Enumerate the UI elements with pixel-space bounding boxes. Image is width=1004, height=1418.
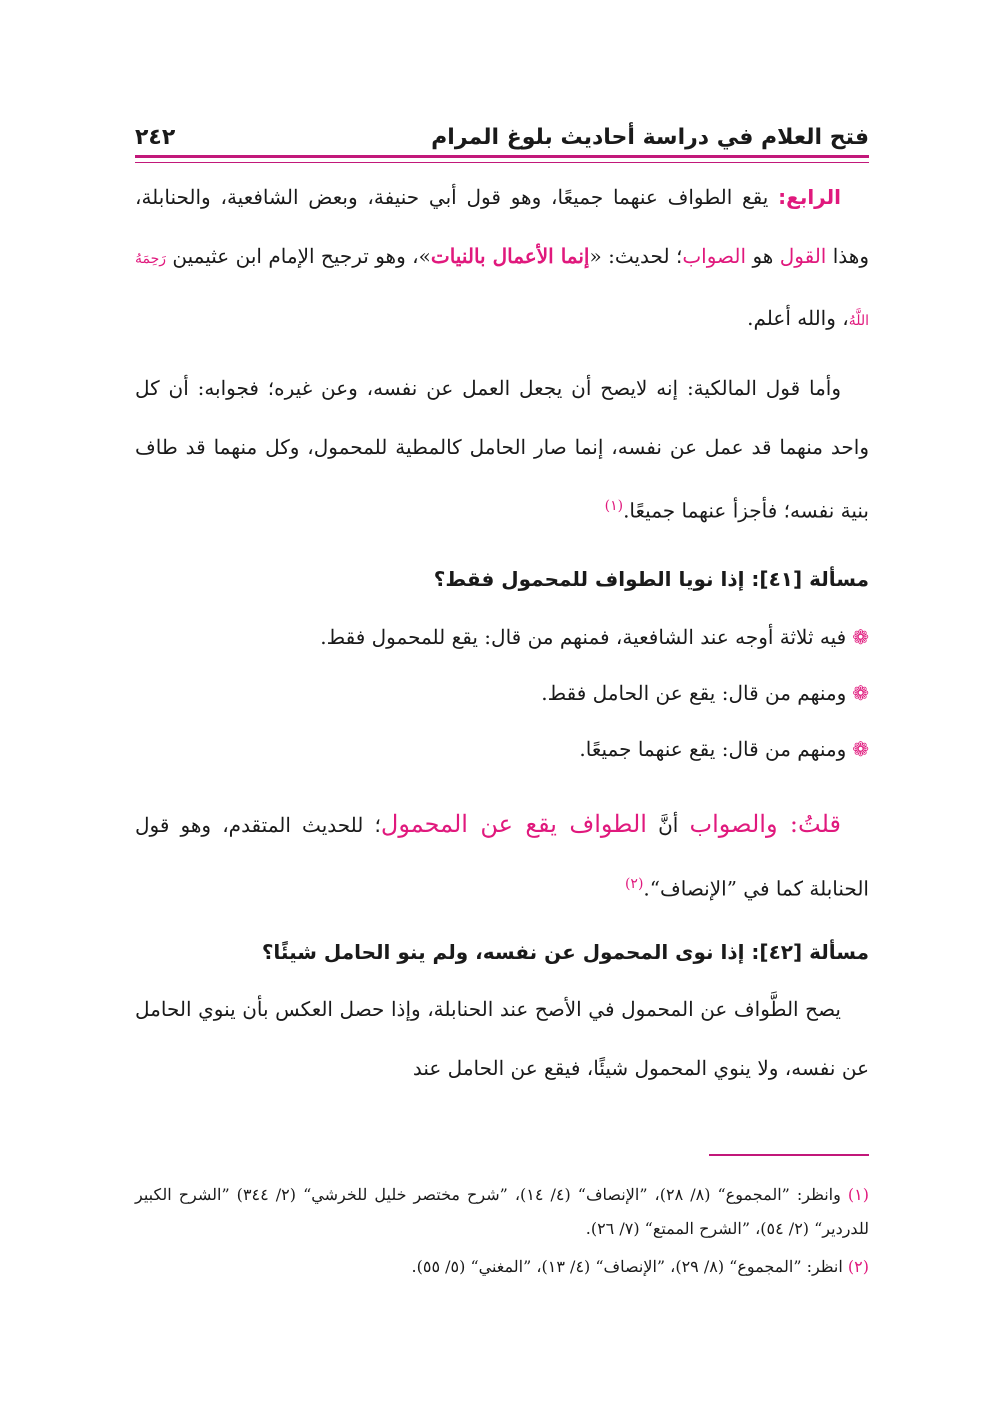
paragraph-text: ؛ للحديث المتقدم، وهو قول الحنابلة كما في ”الإنصاف“. [135, 812, 869, 901]
paragraph-fourth-opinion [135, 168, 869, 351]
paragraph-text: وأما قول المالكية: إنه لايصح أن يجعل العمل عن نفسه، وعن غيره؛ فجوابه: أن كل واحد منهما قد عمل عن نفسه، إنما صار الحامل كالمطية للمحمول، وكل منهما قد طاف بنية نفسه؛ فأجزأ عنهما جميعًا. [135, 376, 869, 523]
header-rule-thick [135, 155, 869, 158]
highlight-text: الطواف يقع عن المحمول [380, 809, 647, 838]
honorific-glyph: رَحِمَهُ اللَّهُ [135, 251, 869, 329]
paragraph-author-opinion [135, 795, 869, 919]
bullet-item [135, 721, 869, 777]
paragraph-text: هو [746, 244, 780, 268]
footnote-2 [135, 1250, 869, 1284]
page-body [135, 168, 869, 1098]
paragraph-text: أنَّ [646, 812, 690, 837]
footnote-ref: (٢) [624, 875, 644, 892]
bullet-text: ومنهم من قال: يقع عنهما جميعًا. [579, 736, 847, 761]
flower-bullet-icon: ❁ [852, 680, 869, 705]
opinion-label: الرابع: [778, 185, 841, 209]
book-title: فتح العلام في دراسة أحاديث بلوغ المرام [431, 125, 869, 150]
highlight-text: الصواب [682, 244, 747, 268]
bullet-list [135, 609, 869, 777]
bullet-text: فيه ثلاثة أوجه عند الشافعية، فمنهم من قال: يقع للمحمول فقط. [320, 624, 847, 649]
footnote-ref: (١) [604, 498, 624, 514]
question-42: مسألة [٤٢]: إذا نوى المحمول عن نفسه، ولم ينو الحامل شيئًا؟ [261, 940, 869, 965]
paragraph-text: »، وهو ترجيح الإمام ابن عثيمين [166, 244, 431, 268]
paragraph-text: ، والله أعلم. [747, 306, 849, 330]
running-header [135, 112, 869, 156]
footnote-number: (٢) [847, 1257, 869, 1276]
paragraph-reverse-case [135, 980, 869, 1098]
paragraph-maliki-reply [135, 359, 869, 541]
bullet-item [135, 665, 869, 721]
footnotes [135, 1178, 869, 1284]
flower-bullet-icon: ❁ [852, 624, 869, 649]
footnote-1 [135, 1178, 869, 1246]
footnote-text: وانظر: ”المجموع“ (٨/ ٢٨)، ”الإنصاف“ (٤/ ١٤)، ”شرح مختصر خليل للخرشي“ (٢/ ٣٤٤) ”الشرح الكبير للدردير“ (٢/ ٥٤)، ”الشرح الممتع“ (٧/ ٢٦). [135, 1185, 869, 1238]
hadith-quote: إنما الأعمال بالنيات [430, 244, 590, 268]
paragraph-text: يصح الطَّواف عن المحمول في الأصح عند الحنابلة، وإذا حصل العكس بأن ينوي الحامل عن نفسه، ولا ينوي المحمول شيئًا، فيقع عن الحامل عند [135, 997, 869, 1081]
highlight-text: القول [779, 244, 827, 268]
footnote-number: (١) [847, 1185, 869, 1204]
footnote-rule [709, 1154, 869, 1156]
paragraph-text: ؛ لحديث: « [589, 244, 683, 268]
page-number: ٢٤٢ [135, 125, 176, 150]
question-41: مسألة [٤١]: إذا نويا الطواف للمحمول فقط؟ [433, 566, 869, 591]
bullet-item [135, 609, 869, 665]
highlight-text: قلتُ: والصواب [689, 809, 842, 838]
flower-bullet-icon: ❁ [852, 736, 869, 761]
footnote-text: انظر: ”المجموع“ (٨/ ٢٩)، ”الإنصاف“ (٤/ ١٣)، ”المغني“ (٥/ ٥٥). [411, 1257, 848, 1276]
book-page [135, 0, 869, 1418]
paragraph-text: يقع الطواف عنهما جميعًا، وهو قول أبي حنيفة، وبعض الشافعية، والحنابلة، وهذا [135, 185, 870, 268]
header-rule-thin [135, 162, 869, 163]
bullet-text: ومنهم من قال: يقع عن الحامل فقط. [541, 680, 847, 705]
